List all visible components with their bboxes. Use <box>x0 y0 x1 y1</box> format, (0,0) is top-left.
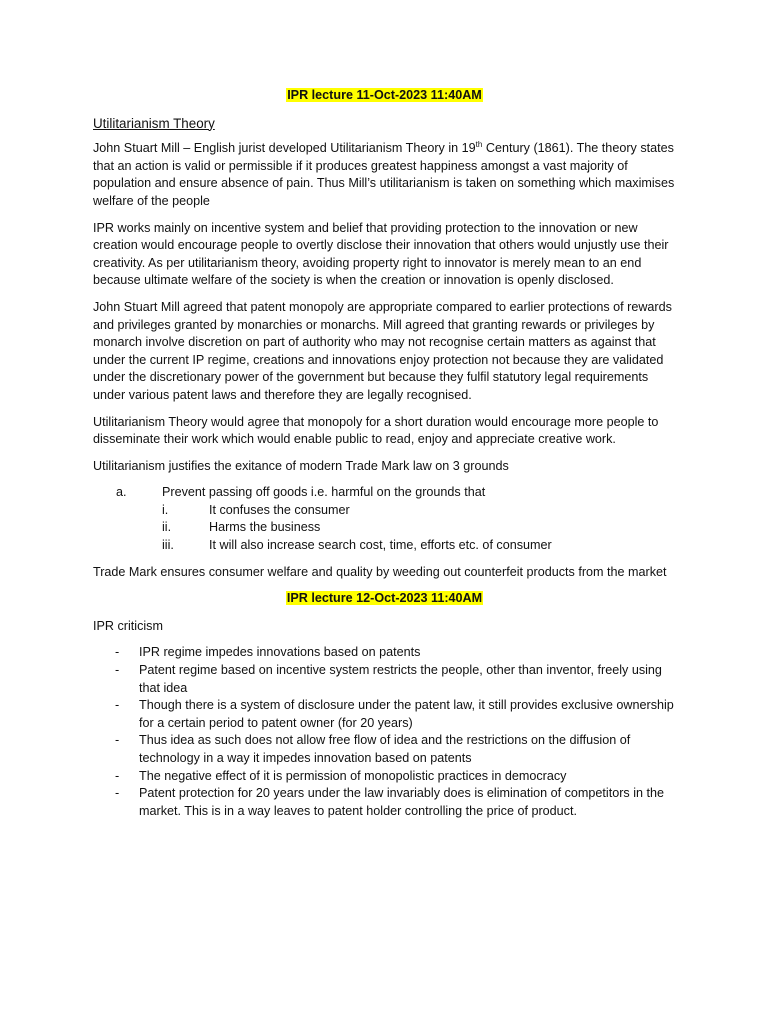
paragraph-trade-mark-grounds: Utilitarianism justifies the exitance of modern Trade Mark law on 3 grounds <box>93 458 509 473</box>
list-item-text: Patent protection for 20 years under the law invariably does is elimination of competitors in the market. This is in a way leaves to patent holder controlling the price of product. <box>139 786 665 818</box>
superscript-th: th <box>475 140 483 149</box>
paragraph-consumer-welfare: Trade Mark ensures consumer welfare and quality by weeding out counterfeit products from the market <box>93 564 667 579</box>
list-item-text: IPR regime impedes innovations based on patents <box>139 645 421 660</box>
sub-list-marker: i. <box>162 502 169 517</box>
lecture-heading-1-text: IPR lecture 11-Oct-2023 11:40AM <box>287 88 482 102</box>
paragraph-mill-intro <box>93 140 676 210</box>
paragraph-patent-monopoly: John Stuart Mill agreed that patent monopoly are appropriate compared to earlier protections of rewards and privileges granted by monarchies or monarchs. Mill agreed that granting rewards or privileges by monarch involve discretion on part of authority who may not recognise certain matters as against that under the current IP regime, creations and innovations enjoy protection not because they are validated under the discretionary power of the government but because they fulfil statutory legal requirements under various patent laws and therefore they are legally recognised. <box>93 299 672 402</box>
sub-list-item <box>93 502 676 520</box>
sub-list-item-text: Harms the business <box>209 520 321 535</box>
lecture-heading-2-text: IPR lecture 12-Oct-2023 11:40AM <box>286 591 483 606</box>
list-item <box>93 662 676 697</box>
list-item-text: Patent regime based on incentive system restricts the people, other than inventor, freely using that idea <box>139 663 662 695</box>
list-marker-a: a. <box>116 485 127 500</box>
dash-marker: - <box>115 768 120 783</box>
sub-list-item <box>93 537 676 555</box>
paragraph-mill-intro-start: John Stuart Mill – English jurist developed Utilitarianism Theory in 19 <box>93 141 476 156</box>
dash-marker: - <box>115 733 120 748</box>
list-item <box>93 785 676 820</box>
sub-list-item-text: It confuses the consumer <box>209 502 350 517</box>
list-item-a <box>93 484 676 502</box>
dash-marker: - <box>115 645 120 660</box>
dash-marker: - <box>115 786 120 801</box>
paragraph-mill-intro-end: Century (1861). The theory states that an action is valid or permissible if it produces greatest happiness amongst a vast majority of population and ensure absence of pain. Thus Mill’s utilitarianism is taken on something which maximises welfare of the people <box>93 141 675 208</box>
list-item-text: Thus idea as such does not allow free flow of idea and the restrictions on the diffusion of technology in a way it impedes innovation based on patents <box>139 733 631 765</box>
list-item <box>93 732 676 767</box>
list-item-text: Though there is a system of disclosure under the patent law, it still provides exclusive ownership for a certain period to patent owner (for 20 years) <box>139 698 674 730</box>
paragraph-ipr-criticism: IPR criticism <box>93 618 163 633</box>
paragraph-short-monopoly: Utilitarianism Theory would agree that monopoly for a short duration would encourage more people to disseminate their work which would enable public to read, enjoy and appreciate creative work. <box>93 414 659 447</box>
lecture-heading-1 <box>93 87 676 105</box>
dash-marker: - <box>115 698 120 713</box>
list-item-text: The negative effect of it is permission of monopolistic practices in democracy <box>139 768 567 783</box>
list-item <box>93 697 676 732</box>
sub-list-item <box>93 519 676 537</box>
grounds-list <box>93 484 676 554</box>
sub-list-item-text: It will also increase search cost, time, efforts etc. of consumer <box>209 538 552 553</box>
lecture-heading-2 <box>93 590 676 608</box>
list-item <box>93 768 676 786</box>
criticism-list <box>93 644 676 820</box>
sub-list-marker: ii. <box>162 520 172 535</box>
list-item-a-text: Prevent passing off goods i.e. harmful on the grounds that <box>162 485 486 500</box>
dash-marker: - <box>115 663 120 678</box>
paragraph-incentive-system: IPR works mainly on incentive system and belief that providing protection to the innovation or new creation would encourage people to overtly disclose their innovation that others would unjustly use their creativity. As per utilitarianism theory, avoiding property right to innovator is merely mean to an end because ultimate welfare of the society is when the creation or innovation is openly disclosed. <box>93 220 669 288</box>
sub-list-marker: iii. <box>162 538 174 553</box>
section-title: Utilitarianism Theory <box>93 115 215 131</box>
list-item <box>93 644 676 662</box>
